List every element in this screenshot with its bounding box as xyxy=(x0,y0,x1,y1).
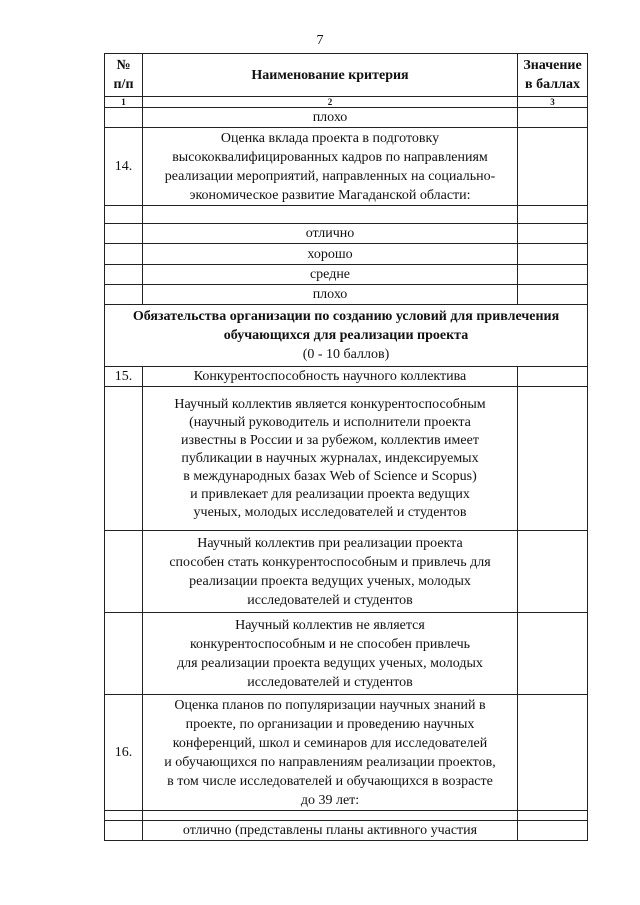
score-cell xyxy=(518,285,588,305)
table-row xyxy=(105,811,588,821)
criterion-text: Конкурентоспособность научного коллектива xyxy=(143,367,518,387)
score-cell xyxy=(518,128,588,206)
header-criterion-cell: Наименование критерия xyxy=(143,54,518,97)
header-score-cell xyxy=(518,54,588,97)
option-text: отлично xyxy=(143,224,518,244)
score-cell xyxy=(518,613,588,695)
score-cell xyxy=(518,531,588,613)
score-cell xyxy=(518,367,588,387)
score-cell xyxy=(518,224,588,244)
criteria-table xyxy=(104,53,588,841)
table-row xyxy=(105,531,588,613)
option-text: плохо xyxy=(143,108,518,128)
option-text: Научный коллектив является конкурентоспособным (научный руководитель и исполнители проекта известны в России и за рубежом, коллектив имеет публикации в научных журналах, индексируемых в международных базах Web of Science и Scopus) и привлекает для реализации проекта ведущих ученых, молодых исследователей и студентов xyxy=(143,387,518,531)
row-number: 15. xyxy=(105,367,143,387)
score-cell xyxy=(518,244,588,265)
section-heading: Обязательства организации по созданию условий для привлечения обучающихся для реализации проекта (0 - 10 баллов) xyxy=(105,305,588,367)
section-row xyxy=(105,305,588,367)
table-row xyxy=(105,387,588,531)
option-text: отлично (представлены планы активного участия xyxy=(143,821,518,841)
page-number: 7 xyxy=(316,33,324,48)
table-row xyxy=(105,367,588,387)
criterion-text: Оценка планов по популяризации научных знаний в проекте, по организации и проведению научных конференций, школ и семинаров для исследователей и обучающихся по направлениям реализации проектов, в том числе исследователей и обучающихся в возрасте до 39 лет: xyxy=(143,695,518,811)
option-text: Научный коллектив не является конкурентоспособным и не способен привлечь для реализации проекта ведущих ученых, молодых исследователей и студентов xyxy=(143,613,518,695)
score-cell xyxy=(518,695,588,811)
column-number-row xyxy=(105,97,588,108)
header-score-line1: Значение xyxy=(523,58,582,73)
table-row xyxy=(105,206,588,224)
score-cell xyxy=(518,265,588,285)
table-row xyxy=(105,285,588,305)
header-num-line1: № xyxy=(116,58,131,73)
criterion-text: Оценка вклада проекта в подготовку высококвалифицированных кадров по направлениям реализации мероприятий, направленных на социально- экономическое развитие Магаданской области: xyxy=(143,128,518,206)
table-row xyxy=(105,821,588,841)
option-text: плохо xyxy=(143,285,518,305)
section-range: (0 - 10 баллов) xyxy=(302,347,390,362)
option-text: Научный коллектив при реализации проекта способен стать конкурентоспособным и привлечь для реализации проекта ведущих ученых, молодых исследователей и студентов xyxy=(143,531,518,613)
score-cell xyxy=(518,821,588,841)
table-row xyxy=(105,128,588,206)
column-number-3: 3 xyxy=(518,97,588,108)
table-row xyxy=(105,224,588,244)
option-text: хорошо xyxy=(143,244,518,265)
table-row xyxy=(105,613,588,695)
column-number-1: 1 xyxy=(105,97,143,108)
column-number-2: 2 xyxy=(143,97,518,108)
table-row xyxy=(105,265,588,285)
header-num-cell xyxy=(105,54,143,97)
header-score-line2: в баллах xyxy=(525,77,580,92)
table-row xyxy=(105,244,588,265)
row-number: 14. xyxy=(105,128,143,206)
header-num-line2: п/п xyxy=(113,77,134,92)
table-header-row xyxy=(105,54,588,97)
row-number: 16. xyxy=(105,695,143,811)
table-row xyxy=(105,695,588,811)
score-cell xyxy=(518,387,588,531)
option-text: средне xyxy=(143,265,518,285)
table-row xyxy=(105,108,588,128)
